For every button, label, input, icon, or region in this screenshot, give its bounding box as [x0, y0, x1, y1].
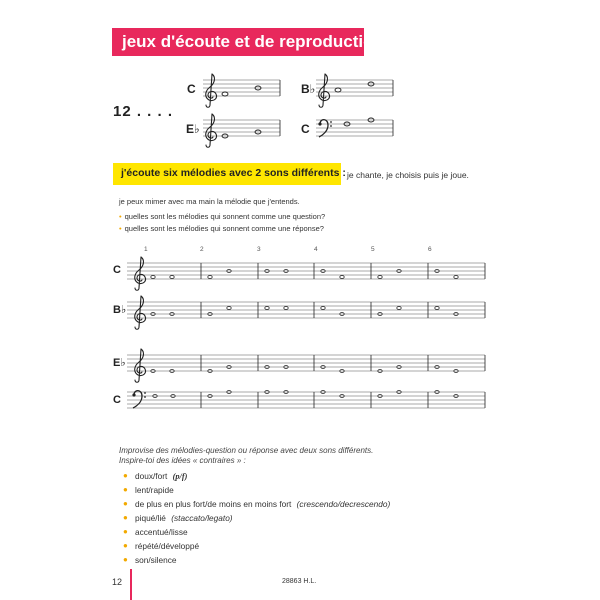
idea-item [123, 541, 200, 551]
question-text: quelles sont les mélodies qui sonnent comme une question? [124, 212, 326, 221]
bullet-icon: ● [123, 527, 128, 536]
question-text: quelles sont les mélodies qui sonnent comme une réponse? [124, 224, 324, 233]
intro-text: je peux mimer avec ma main la mélodie que j'entends. [119, 197, 300, 206]
measure-number: 6 [428, 246, 432, 253]
measure-number: 3 [257, 246, 261, 253]
idea-item [123, 471, 188, 481]
bullet-icon: • [119, 212, 122, 221]
idea-text: son/silence [135, 555, 177, 565]
staff-label-c: C [113, 264, 121, 276]
treble-clef-icon [206, 74, 217, 107]
large-staff-c-bass [127, 391, 485, 409]
staff-label-e-flat: E♭ [113, 357, 126, 369]
idea-extra: (staccato/legato) [171, 513, 233, 523]
idea-item [123, 485, 174, 495]
idea-text: doux/fort [135, 471, 168, 481]
bass-clef-icon [318, 120, 332, 137]
catalog-code: 28863 H.L. [282, 578, 317, 585]
small-staff-e-flat [203, 114, 280, 147]
large-staff-e-flat [127, 349, 485, 382]
treble-clef-icon [319, 74, 330, 107]
idea-text: accentué/lisse [135, 527, 188, 537]
section-note: je chante, je choisis puis je joue. [347, 170, 469, 180]
measure-number: 2 [200, 246, 204, 253]
exercise-number: 12 . . . . [113, 103, 174, 120]
improv-instruction: Improvise des mélodies-question ou réponse avec deux sons différents. [119, 446, 374, 455]
footer-accent-bar [130, 569, 132, 600]
idea-text: répété/développé [135, 541, 200, 551]
instrument-label-e-flat: E♭ [186, 122, 200, 136]
treble-clef-icon [206, 114, 217, 147]
treble-clef-icon [135, 349, 146, 382]
idea-item [123, 527, 188, 537]
section-banner-text: j'écoute six mélodies avec 2 sons différents : [121, 167, 346, 179]
large-staff-b-flat [127, 296, 485, 329]
bullet-icon: ● [123, 471, 128, 480]
bullet-icon: ● [123, 513, 128, 522]
measure-number: 5 [371, 246, 375, 253]
idea-text: piqué/lié [135, 513, 166, 523]
treble-clef-icon [135, 257, 146, 290]
small-staff-c-bass [316, 118, 393, 137]
bullet-icon: ● [123, 541, 128, 550]
improv-hint: Inspire-toi des idées « contraires » : [119, 456, 246, 465]
bullet-icon: ● [123, 499, 128, 508]
staff-label-b-flat: B♭ [113, 304, 127, 316]
measure-number: 1 [144, 246, 148, 253]
measure-number: 4 [314, 246, 318, 253]
idea-item [123, 513, 233, 523]
page-title: jeux d'écoute et de reproduction [122, 32, 384, 51]
idea-extra: (p/f) [172, 472, 188, 481]
treble-clef-icon [135, 296, 146, 329]
large-staff-c [127, 257, 485, 290]
instrument-label-c: C [187, 82, 196, 96]
idea-item [123, 499, 391, 509]
bass-clef-icon [132, 391, 146, 408]
page-number: 12 [112, 577, 123, 587]
bullet-icon: • [119, 224, 122, 233]
instrument-label-c2: C [301, 122, 310, 136]
bullet-icon: ● [123, 485, 128, 494]
idea-extra: (crescendo/decrescendo) [296, 499, 391, 509]
idea-text: lent/rapide [135, 485, 174, 495]
idea-text: de plus en plus fort/de moins en moins fort [135, 499, 292, 509]
instrument-label-b-flat: B♭ [301, 82, 316, 96]
idea-item [123, 555, 177, 565]
small-staff-c [203, 74, 280, 107]
staff-label-c2: C [113, 394, 121, 406]
bullet-icon: ● [123, 555, 128, 564]
small-staff-b-flat [316, 74, 393, 107]
